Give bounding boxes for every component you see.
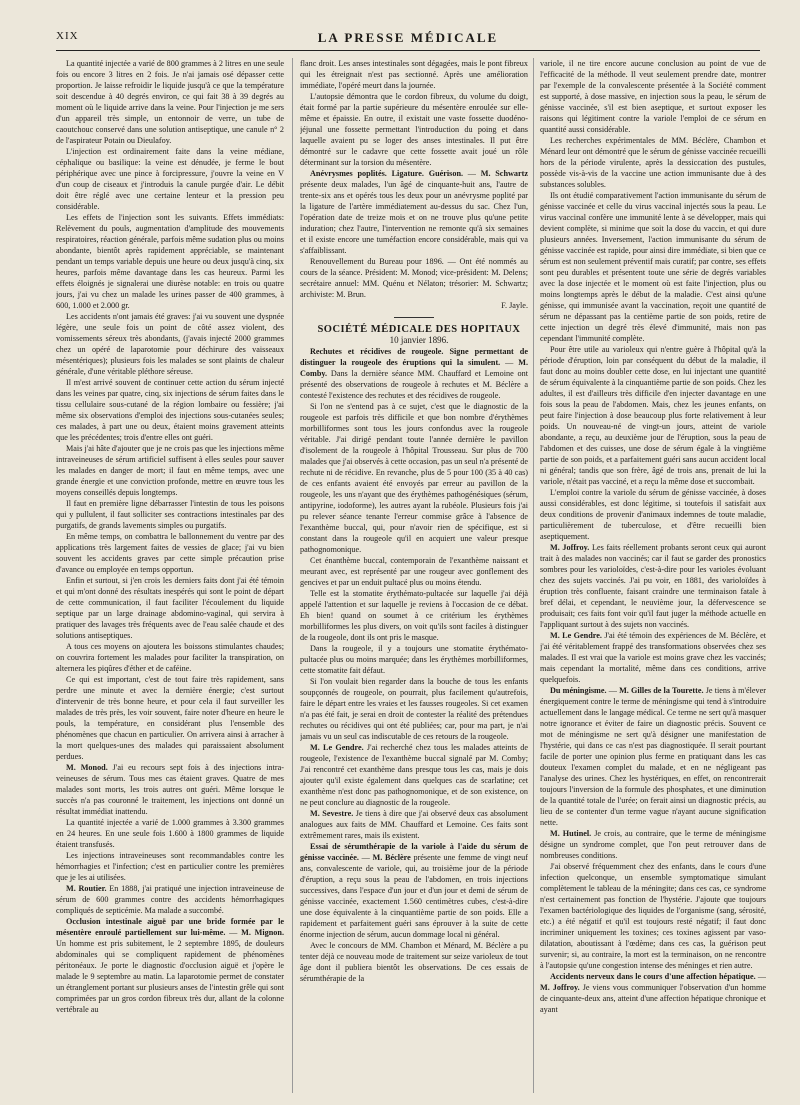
speaker-name: M. Joffroy. bbox=[540, 983, 580, 992]
paragraph-text: présente deux malades, l'un âgé de cinquante-huit ans, l'autre de trente-six ans et opérés tous les deux pour un anévrysme poplité par la ligature de l'artère immédiatement au-dessus du sac. Chez l'un, l'opération date de treize mois et on ne trouve plus qu'une petite induration; chez l'autre, l'intervention ne remonte qu'à six semaines et il existe encore une tuméfaction encore considérable, mais qui va s'affaiblissant. bbox=[300, 180, 528, 255]
article-heading: Accidents nerveux dans le cours d'une affection hépatique. bbox=[550, 972, 756, 981]
paragraph: Mais j'ai hâte d'ajouter que je ne crois pas que les injections même intraveineuses de sérum artificiel suffisent à elles seules pour sauver les malades en danger de mort; il faut en même temps, avec une grande énergie et une conviction profonde, mettre en œuvre tous les moyens conseillés depuis longtemps. bbox=[56, 444, 284, 497]
paragraph: variole, il ne tire encore aucune conclusion au point de vue de l'efficacité de la méthode. Il veut seulement prendre date, montrer par l'exemple de la convalescente présentée à la Société comment est supporté, à dose massive, en injection sous la peau, le sérum de génisse vaccinée, s'il est bien aseptique, et surtout exposer les raisons qui légitiment contre la variole l'emploi de ce sérum en quantité aussi considérable. bbox=[540, 59, 766, 134]
paragraph bbox=[540, 630, 766, 685]
paragraph: Rechutes et récidives de rougeole. Signe permettant de distinguer la rougeole des éruptions qui la simulent. — M. Comby. Dans la dernière séance MM. Chauffard et Lemoine ont présenté des observations de rougeole à rechutes et M. Béclère a contesté l'existence des rechutes et des récidives de rougeole. bbox=[300, 347, 528, 400]
column-divider bbox=[292, 58, 293, 1093]
speaker-name: M. Le Gendre. bbox=[310, 743, 364, 752]
paragraph: Accidents nerveux dans le cours d'une affection hépatique. — M. Joffroy. Je viens vous communiquer l'observation d'un homme de cinquante-deux ans, atteint d'une affection hépatique chronique et ayant bbox=[540, 972, 766, 1014]
paragraph: J'ai observé fréquemment chez des enfants, dans le cours d'une infection quelconque, un ensemble symptomatique simulant complètement le tableau de la méningite; dans ces cas, ce syndrome n'est certainement pas fonction de l'hystérie. J'ajoute que toujours l'examen bactériologique des liquides de l'organisme (sang, sérosité, etc.) a été négatif et qu'il est toujours resté négatif; il faut donc incriminer uniquement les toxines; ces toxines agissent par vaso-dilatation, aboutissant à l'œdème; dans ces cas, la guérison peut survenir; si, au contraire, la mort est la terminaison, on ne rencontre à l'autopsie qu'une congestion intense des méninges et rien autre. bbox=[540, 862, 766, 970]
paragraph-text: J'ai eu recours sept fois à des injections intra-veineuses de sérum. Tous mes cas étaient graves. Quatre de mes malades sont morts, les trois autres ont guéri. Même lorsque le succès n'a pas couronné le traitement, les injections ont donné un résultat immédiat inattendu. bbox=[56, 763, 284, 816]
article-heading: Anévrysmes poplités. Ligature. Guérison. bbox=[310, 169, 464, 178]
paragraph: Ce qui est important, c'est de tout faire très rapidement, sans perdre une minute et avec la dernière énergie; c'est surtout d'intervenir de très bonne heure, et pour cela il faut surveiller les malades de très près, les voir souvent, faire noter d'heure en heure le pouls, la température, en considérant plus l'ensemble des phénomènes que chacun en particulier. On arrivera ainsi à arracher à la mort quelques-unes des malades qui paraissaient absolument perdues. bbox=[56, 675, 284, 761]
paragraph-text: Les faits réellement probants seront ceux qui auront trait à des malades non vaccinés; car il faut se garder des pronostics sombres pour les varioloïdes, c'est-à-dire pour les varioles évoluant chez des sujets vaccinés. J'ai pu voir, en 1881, des varioloïdes à éruption très confluente, faisant craindre une terminaison fatale à bref délai, et cependant, le neuvième jour, la défervescence se produisait; ces faits font voir qu'il faut juger la méthode actuelle en l'appliquant surtout à des sujets non vaccinés. bbox=[540, 543, 766, 629]
paragraph: A tous ces moyens on ajoutera les boissons stimulantes chaudes; on couvrira fortement les malades pour faciliter la transpiration, on alternera les piqûres d'éther et de caféine. bbox=[56, 642, 284, 673]
paragraph: Du méningisme. — M. Gilles de la Tourette. Je tiens à m'élever énergiquement contre le terme de méningisme qui tend à s'introduire actuellement dans le langage médical. Ce terme ne sert qu'à masquer notre ignorance et éviter de faire un diagnostic précis. Souvent ce mot de méningisme ne sert qu'à désigner une manifestation de l'hystérie, qui dans ce cas n'est pas diagnostiquée. Il serait pourtant facile de porter une opinion plus ferme en pratiquant dans les cas douteux l'examen complet du malade, et en ne négligeant pas l'analyse des urines. Chez les hystériques, en effet, on rencontrerait toujours l'inversion de la formule des phosphates, et une diminution de la quantité totale de l'urée; on ferait ainsi un diagnostic précis, au lieu de se contenter d'un terme vague n'ayant aucune signification nette. bbox=[540, 686, 766, 827]
speaker-name: M. Sevestre. bbox=[310, 809, 354, 818]
speaker-name: M. Mignon. bbox=[241, 928, 284, 937]
paragraph-text: En 1888, j'ai pratiqué une injection intraveineuse de sérum de 600 grammes contre des accidents hémorrhagiques compliqués de septicémie. Ma malade a succombé. bbox=[56, 884, 284, 915]
paragraph bbox=[56, 762, 284, 817]
article-heading: Essai de sérumthérapie de la variole à l'aide du sérum de génisse vaccinée. bbox=[300, 842, 528, 862]
speaker-name: M. Routier. bbox=[66, 884, 107, 893]
paragraph bbox=[56, 883, 284, 916]
paragraph: La quantité injectée a varié de 800 grammes à 2 litres en une seule fois ou encore 3 litres en 2 fois. Je n'ai jamais osé dépasser cette proportion. Je laisse refroidir le liquide jusqu'à ce que la température soit descendue à 40 degrés environ, ce qui fait 38 à 39 degrés au moment où le liquide arrive dans la veine. Pour l'injection je me sers d'un appareil très simple, un entonnoir de verre, un tube de caoutchouc conservé dans une solution antiseptique, une canule n° 2 de l'aspirateur Potain ou Dieulafoy. bbox=[56, 59, 284, 145]
paragraph: L'emploi contre la variole du sérum de génisse vaccinée, à doses aussi considérables, est donc légitime, si toutefois il satisfait aux deux conditions de provenir d'animaux indemnes de toute maladie, particulièrement de tuberculose, et d'être recueilli bien aseptiquement. bbox=[540, 488, 766, 541]
speaker-name: M. Hutinel. bbox=[550, 829, 592, 838]
paragraph-text: Je tiens à dire que j'ai observé deux cas absolument analogues aux faits de MM. Chauffard et Lemoine. Ces faits sont extrêmement rares, mais ils existent. bbox=[300, 809, 528, 840]
speaker-name: M. Le Gendre. bbox=[550, 631, 602, 640]
journal-title: LA PRESSE MÉDICALE bbox=[317, 30, 499, 45]
paragraph: Les effets de l'injection sont les suivants. Effets immédiats: Relèvement du pouls, augmentation d'amplitude des mouvements respiratoires, réaction générale, parfois même sudation plus ou moins abondante, bientôt après rapidement appréciable, se maintenant pendant un temps variable depuis une heure ou deux jusqu'à cinq, six heures, parfois même davantage dans les cas heureux. Parmi les effets éloignés je signalerai une diurèse notable: en trois ou quatre jours, j'ai vu chez un malade les urines passer de 400 grammes, à 600, 1.000 et 2.000 gr. bbox=[56, 213, 284, 310]
paragraph: Enfin et surtout, si j'en crois les derniers faits dont j'ai été témoin et qui m'ont donné des résultats inespérés qui sont le point de départ de cette communication, il faut faciliter l'écoulement du liquide septique par un large drainage abdomino-vaginal, qui servira à pratiquer des lavages très fréquents avec de l'eau salée chaude et des solutions antiseptiques. bbox=[56, 576, 284, 640]
paragraph: Renouvellement du Bureau pour 1896. — Ont été nommés au cours de la séance. Président: M. Monod; vice-président: M. Delens; secrétaire annuel: MM. Quénu et Nélaton; trésorier: M. Schwartz; archiviste: M. Brun. bbox=[300, 257, 528, 299]
paragraph: Telle est la stomatite érythémato-pultacée sur laquelle j'ai déjà appelé l'attention et sur laquelle je reviens à l'occasion de ce débat. Eh bien! quand on soumet à ce critérium les érythèmes morbilliformes les plus divers, on voit qu'ils sont faciles à distinguer de la rougeole, dont ils ont pris le masque. bbox=[300, 589, 528, 642]
paragraph: Occlusion intestinale aiguë par une bride formée par le mésentère enroulé partiellement sur lui-même. — M. Mignon. Un homme est pris subitement, le 2 septembre 1895, de douleurs abdominales qui se compliquent rapidement de phénomènes péritonéaux. Je porte le diagnostic d'occlusion aiguë et j'opère le malade le 9 septembre au matin. La laparotomie permet de constater un étranglement portant sur plusieurs anses de l'intestin grêle qui sont comprimées par un gros cordon fibreux très dur, allant de la colonne vertébrale au bbox=[56, 917, 284, 1014]
signature: F. Jayle. bbox=[501, 301, 528, 310]
speaker-name: M. Monod. bbox=[66, 763, 108, 772]
column-3 bbox=[540, 58, 766, 1093]
paragraph: Avec le concours de MM. Chambon et Ménard, M. Béclère a pu tenter déjà ce nouveau mode de traitement sur seize varioleux de tout âge dont il publiera bientôt les observations. De ces essais de sérumthérapie de la bbox=[300, 941, 528, 983]
paragraph: La quantité injectée a varié de 1.000 grammes à 3.300 grammes en 24 heures. En une seule fois 1.600 à 1800 grammes de liquide étaient transfusés. bbox=[56, 818, 284, 849]
paragraph: En même temps, on combattra le ballonnement du ventre par des applications très largement faites de vessies de glace; j'ai vu bien souvent les accidents graves par cette simple précaution prise d'avance ou employée en temps opportun. bbox=[56, 532, 284, 574]
paragraph-text: J'ai recherché chez tous les malades atteints de rougeole, l'existence de l'exanthème buccal signalé par M. Comby; J'ai rencontré cet exanthème dans presque tous les cas, mais je dois ajouter qu'il existe également dans quelques cas de scarlatine; cet exanthème n'est donc pas pathognomonique, et de son existence, on ne peut conclure au diagnostic de la rougeole. bbox=[300, 743, 528, 807]
paragraph-text: Dans la dernière séance MM. Chauffard et Lemoine ont présenté des observations de rougeole à rechutes et M. Béclère a contesté l'existence des rechutes et des récidives de rougeole. bbox=[300, 369, 528, 400]
article-heading: Rechutes et récidives de rougeole. Signe permettant de distinguer la rougeole des éruptions qui la simulent. bbox=[300, 347, 528, 367]
paragraph: Ils ont étudié comparativement l'action immunisante du sérum de génisse vaccinée et celle du virus vaccinal injectés sous la peau. Le virus vaccinal confère une immunité lente à se développer, mais qui devient complète, si minime que soit la dose du vaccin, et qui dure plusieurs années. Inversement, l'action immunisante du sérum de génisse vaccinée est rapide, pour ainsi dire immédiate, si bien que ce sérum est non seulement préventif mais curatif; par contre, ses effets sont peu durables et présentent toute une série de degrés variables avec la dose injectée et le moment où est faite l'injection, plus ou moins longtemps après le début de la maladie. C'est ainsi qu'une génisse, qui immunisée avant la vaccination, reçoit une quantité de sérum ne dépassant pas la centième partie de son poids, retire de cette injection un degré très élevé d'immunité, mais non pas cependant l'immunité complète. bbox=[540, 191, 766, 343]
paragraph bbox=[540, 828, 766, 861]
paragraph bbox=[300, 808, 528, 841]
header-rule bbox=[56, 50, 760, 51]
paragraph: Dans la rougeole, il y a toujours une stomatite érythémato-pultacée plus ou moins marquée; dans les érythèmes morbilliformes, cette stomatite fait défaut. bbox=[300, 644, 528, 675]
speaker-name: M. Comby. bbox=[300, 358, 528, 378]
section-divider bbox=[394, 317, 434, 318]
page-header bbox=[56, 30, 760, 50]
paragraph: Anévrysmes poplités. Ligature. Guérison. — M. Schwartz présente deux malades, l'un âgé de cinquante-huit ans, l'autre de trente-six ans et opérés tous les deux pour un anévrysme poplité par la ligature de l'artère immédiatement au-dessus du sac. Chez l'un, l'opération date de treize mois et on ne trouve plus qu'une petite induration; chez l'autre, l'intervention ne remonte qu'à six semaines et il existe encore une tuméfaction encore considérable, mais qui va s'affaiblissant. bbox=[300, 169, 528, 255]
paragraph: Essai de sérumthérapie de la variole à l'aide du sérum de génisse vaccinée. — M. Béclère présente une femme de vingt neuf ans, convalescente de variole, qui, au troisième jour de la période d'éruption, a reçu sous la peau de l'abdomen, en trois injections successives, dans l'espace d'un jour et d'un jour et demi de sérum de génisse vaccinée, exactement 1.560 centimètres cubes, c'est-à-dire une dose équivalente à la cinquantième partie de son poids. Elle a rapidement et parfaitement guéri sans éprouver à la suite de cette énorme injection de sérum, aucun dommage local ni général. bbox=[300, 842, 528, 939]
speaker-name: M. Béclère bbox=[372, 853, 411, 862]
paragraph: L'injection est ordinairement faite dans la veine médiane, céphalique ou basilique: la veine est dénudée, je ferme le bout périphérique avec une pince à forcipressure, j'ouvre la veine en V d'un coup de ciseaux et j'introduis la canule purgée d'air. Le débit doit être réglé avec une certaine lenteur et la pression peu considérable. bbox=[56, 147, 284, 211]
page-number: XIX bbox=[56, 30, 79, 42]
paragraph: Si l'on voulait bien regarder dans la bouche de tous les enfants soupçonnés de rougeole, on pourrait, plus facilement qu'autrefois, faire le départ entre les vraies et les fausses rougeoles. Si cet examen n'a pas été fait, je serai en droit de contester la réalité des prétendues rechutes ou récidives qui ont été publiées; car, pour ma part, je n'ai jamais vu un seul cas indiscutable de ces retours de la rougeole. bbox=[300, 677, 528, 741]
paragraph-text: présente une femme de vingt neuf ans, convalescente de variole, qui, au troisième jour de la période d'éruption, a reçu sous la peau de l'abdomen, en trois injections successives, dans l'espace d'un jour et d'un jour et demi de sérum de génisse vaccinée, exactement 1.560 centimètres cubes, c'est-à-dire une dose équivalente à la cinquantième partie de son poids. Elle a rapidement et parfaitement guéri sans éprouver à la suite de cette énorme injection de sérum, aucun dommage local ni général. bbox=[300, 853, 528, 939]
speaker-name: M. Gilles de la Tourette. bbox=[619, 686, 704, 695]
paragraph: Les accidents n'ont jamais été graves: j'ai vu souvent une dyspnée légère, une seule fois un point de côté assez violent, des vomissements séreux très abondants, (j'avais injecté 2000 grammes chez un opéré de laparotomie pour déchirure des vaisseaux mésentériques); plusieurs fois les malades se sont plaints de chaleur générale, d'une véritable pléthore séreuse. bbox=[56, 312, 284, 376]
paragraph: Cet énanthème buccal, contemporain de l'exanthème naissant et meurant avec, est représenté par une rougeur avec gonflement des gencives et par un enduit pultacé plus ou moins étendu. bbox=[300, 556, 528, 587]
paragraph-text: Je crois, au contraire, que le terme de méningisme désigne un syndrome complet, que l'on peut retrouver dans de nombreuses conditions. bbox=[540, 829, 766, 860]
section-date: 10 janvier 1896. bbox=[389, 335, 449, 345]
paragraph bbox=[540, 542, 766, 630]
paragraph: flanc droit. Les anses intestinales sont dégagées, mais le pont fibreux qui les étreignait n'est pas sectionné. Après une amélioration immédiate, l'opéré meurt dans la journée. bbox=[300, 59, 528, 90]
speaker-name: M. Schwartz bbox=[480, 169, 528, 178]
paragraph-text: Un homme est pris subitement, le 2 septembre 1895, de douleurs abdominales qui se compliquent rapidement de phénomènes péritonéaux. Je porte le diagnostic d'occlusion aiguë et j'opère le malade le 9 septembre au matin. La laparotomie permet de constater un étranglement portant sur plusieurs anses de l'intestin grêle qui sont comprimées par un gros cordon fibreux très dur, allant de la colonne vertébrale au bbox=[56, 939, 284, 1014]
paragraph bbox=[300, 742, 528, 808]
paragraph: Il m'est arrivé souvent de continuer cette action du sérum injecté dans les veines par quatre, cinq, six injections de sérum faites dans le tissu cellulaire sous-cutané de la région lombaire ou fessière; j'ai même six observations d'emploi des injections sous-cutanées seules; ces malades, à part une ou deux, étaient moins gravement atteints que les précédentes; trois d'entre elles ont guéri. bbox=[56, 378, 284, 442]
paragraph: Les injections intraveineuses sont recommandables contre les hémorrhagies et l'infection; c'est en particulier contre les premières que je les ai utilisées. bbox=[56, 851, 284, 882]
paragraph: Si l'on ne s'entend pas à ce sujet, c'est que le diagnostic de la rougeole est parfois très difficile et que bon nombre d'érythèmes morbilliformes sont tous les jours confondus avec la rougeole véritable. J'ai dirigé pendant toute l'année dernière le pavillon d'isolement de la rougeole à l'hôpital Trousseau. Sur plus de 700 malades que j'ai observés à cette occasion, pas un seul n'a présenté de rechute ni de récidive. En revanche, plus de 5 pour 100 (35 à 40 cas) de ces enfants avaient été envoyés par erreur au pavillon de la rougeole, les uns n'ayant que des érythèmes pathogénésiques (sérum, antipyrine, iodoforme), les autres ayant la rubéole. Plusieurs fois j'ai pu relever séance tenante l'erreur commise grâce à l'absence de l'exanthème buccal, qui, pour n'avoir rien de spécifique, est si constant dans la rougeole qu'il en acquiert une valeur presque pathognomonique. bbox=[300, 402, 528, 554]
column-2 bbox=[300, 58, 528, 1093]
article-heading: Occlusion intestinale aiguë par une bride formée par le mésentère enroulé partiellement sur lui-même. bbox=[56, 917, 284, 937]
section-title: SOCIÉTÉ MÉDICALE DES HOPITAUX bbox=[317, 324, 521, 335]
paragraph: L'autopsie démontra que le cordon fibreux, du volume du doigt, était formé par la partie supérieure du mésentère enroulée sur elle-même et épaissie. En outre, il existait une vaste fossette duodéno-jéjunal une fossette permettant l'introduction du poing et dans laquelle avaient pu se loger des anses intestinales. Il put être démontré sur le cadavre que cette fossette avait joué un rôle déterminant sur la torsion du mésentère. bbox=[300, 92, 528, 167]
paragraph: Pour être utile au varioleux qui n'entre guère à l'hôpital qu'à la période d'éruption, loin par conséquent du début de la maladie, il faut donc au moins doubler cette dose, en lui injectant une quantité de sérum équivalente à la cinquantième partie de son poids. Chez les adultes, il est d'ailleurs très difficile d'en injecter davantage en une fois sous la peau de l'abdomen. Mais, chez les jeunes enfants, on peut faire l'injection à dose beaucoup plus forte relativement à leur poids. Un nouveau-né de vingt-un jours, atteint de variole abondante, a reçu, au deuxième jour de l'éruption, sous la peau de l'abdomen et des cuisses, une dose de sérum égale à la vingtième partie de son poids, et a parfaitement guéri sans aucun accident local ni général; tandis que son frère, âgé de trois ans, prenait de lui la variole, n'était pas vacciné, et a reçu la même dose et succombait. bbox=[540, 345, 766, 486]
column-1 bbox=[56, 58, 284, 1093]
paragraph-text: J'ai été témoin des expériences de M. Béclère, et j'ai été véritablement frappé des transformations observées chez ses malades. Il est vrai que la variole est moins grave chez les vaccinés; mais cependant la mortalité, même dans ces conditions, arrive quelquefois. bbox=[540, 631, 766, 684]
paragraph: Les recherches expérimentales de MM. Béclère, Chambon et Ménard leur ont démontré que le sérum de génisse vaccinée recueilli hors de la période virulente, après la dessiccation des pustules, possède vis-à-vis de la vaccine une action immunisante due à des substances solubles. bbox=[540, 136, 766, 189]
speaker-name: M. Joffroy. bbox=[550, 543, 590, 552]
column-divider bbox=[533, 58, 534, 1093]
paragraph: Il faut en première ligne débarrasser l'intestin de tous les poisons qui y pullulent, il faut solliciter ses contractions intestinales par des purgatifs, de grands lavements simples ou purgatifs. bbox=[56, 499, 284, 530]
article-heading: Du méningisme. bbox=[550, 686, 607, 695]
paragraph-text: Je tiens à m'élever énergiquement contre le terme de méningisme qui tend à s'introduire actuellement dans le langage médical. Ce terme ne sert qu'à masquer notre ignorance et éviter de faire un diagnostic précis. Souvent ce mot de méningisme ne sert qu'à désigner une manifestation de l'hystérie, qui dans ce cas n'est pas diagnostiquée. Il serait pourtant facile de porter une opinion plus ferme en pratiquant dans les cas douteux l'examen complet du malade, et en ne négligeant pas l'analyse des urines. Chez les hystériques, en effet, on rencontrerait toujours l'inversion de la formule des phosphates, et une diminution de la quantité totale de l'urée; on ferait ainsi un diagnostic précis, au lieu de se contenter d'un terme vague n'ayant aucune signification nette. bbox=[540, 686, 766, 827]
paragraph-text: Je viens vous communiquer l'observation d'un homme de cinquante-deux ans, atteint d'une affection hépatique chronique et ayant bbox=[540, 983, 766, 1014]
